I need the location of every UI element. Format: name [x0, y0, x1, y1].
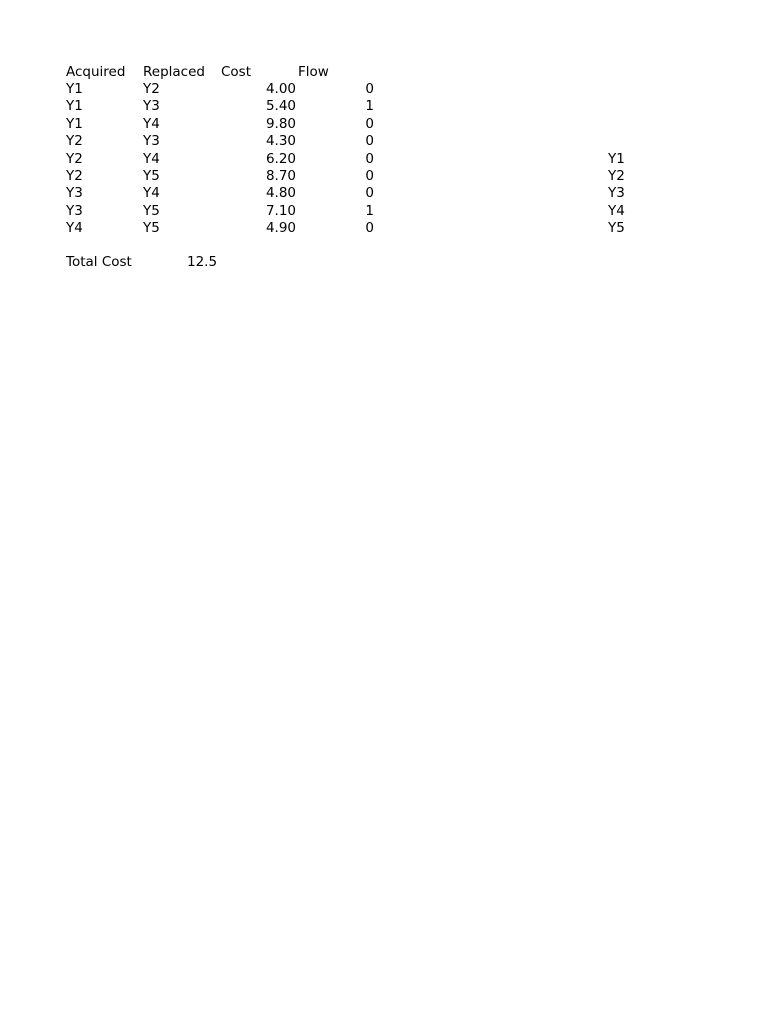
table-row — [0, 116, 768, 133]
acquired-cell: Y1 — [66, 116, 83, 132]
cost-cell: 4.90 — [265, 220, 296, 236]
flow-cell: 1 — [365, 98, 374, 114]
cost-cell: 4.00 — [265, 81, 296, 97]
flow-cell: 1 — [365, 203, 374, 219]
cost-cell: 4.30 — [265, 133, 296, 149]
total-row — [0, 254, 768, 271]
flow-cell: 0 — [365, 220, 374, 236]
table-row — [0, 151, 768, 168]
side-label: Y4 — [608, 203, 625, 219]
replaced-cell: Y2 — [143, 81, 160, 97]
total-cost-label: Total Cost — [66, 254, 132, 270]
side-label: Y1 — [608, 151, 625, 167]
table-row — [0, 185, 768, 202]
flow-cell: 0 — [365, 151, 374, 167]
acquired-cell: Y3 — [66, 185, 83, 201]
header-acquired: Acquired — [66, 64, 126, 80]
cost-cell: 6.20 — [265, 151, 296, 167]
header-cost: Cost — [221, 64, 252, 80]
table-row — [0, 203, 768, 220]
replaced-cell: Y4 — [143, 185, 160, 201]
side-label: Y5 — [608, 220, 625, 236]
side-label: Y3 — [608, 185, 625, 201]
table-row — [0, 220, 768, 237]
cost-cell: 4.80 — [265, 185, 296, 201]
header-row — [0, 64, 768, 81]
replaced-cell: Y4 — [143, 151, 160, 167]
table-row — [0, 98, 768, 115]
total-cost-value: 12.5 — [187, 254, 218, 270]
replaced-cell: Y3 — [143, 98, 160, 114]
replaced-cell: Y5 — [143, 203, 160, 219]
side-label: Y2 — [608, 168, 625, 184]
acquired-cell: Y2 — [66, 151, 83, 167]
cost-cell: 9.80 — [265, 116, 296, 132]
flow-cell: 0 — [365, 81, 374, 97]
header-replaced: Replaced — [143, 64, 205, 80]
flow-cell: 0 — [365, 116, 374, 132]
table-row — [0, 81, 768, 98]
replaced-cell: Y5 — [143, 220, 160, 236]
header-flow: Flow — [298, 64, 329, 80]
replaced-cell: Y5 — [143, 168, 160, 184]
acquired-cell: Y1 — [66, 98, 83, 114]
replaced-cell: Y3 — [143, 133, 160, 149]
acquired-cell: Y1 — [66, 81, 83, 97]
acquired-cell: Y3 — [66, 203, 83, 219]
flow-cell: 0 — [365, 168, 374, 184]
cost-cell: 7.10 — [265, 203, 296, 219]
flow-cell: 0 — [365, 133, 374, 149]
replaced-cell: Y4 — [143, 116, 160, 132]
cost-cell: 8.70 — [265, 168, 296, 184]
table-row — [0, 133, 768, 150]
acquired-cell: Y4 — [66, 220, 83, 236]
flow-cell: 0 — [365, 185, 374, 201]
cost-cell: 5.40 — [265, 98, 296, 114]
acquired-cell: Y2 — [66, 168, 83, 184]
acquired-cell: Y2 — [66, 133, 83, 149]
table-row — [0, 168, 768, 185]
